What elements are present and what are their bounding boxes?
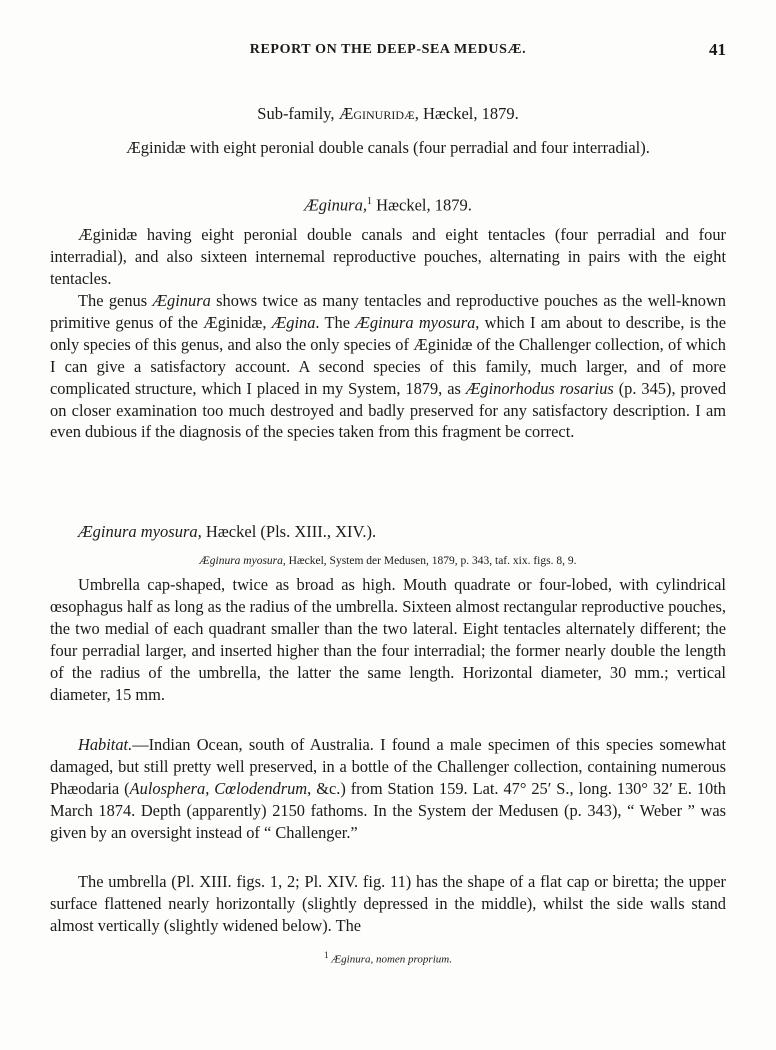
subfamily-name: Æginuridæ (338, 104, 415, 123)
genus-heading: Æginura,$^1$ Hæckel, 1879. (304, 195, 472, 215)
genus-diagnosis: Æginidæ having eight peronial double canals and eight tentacles (four perradial and four interradial), and also sixteen internemal reproductive pouches, alternating in pairs with the eight tentacles. (50, 225, 726, 288)
running-title: REPORT ON THE DEEP-SEA MEDUSÆ. (249, 42, 527, 57)
footnote: $^1$ Æginura, nomen proprium. (324, 950, 452, 966)
subfamily-definition: Æginidæ with eight peronial double canals (four perradial and four interradial). (126, 138, 650, 157)
running-head (50, 42, 726, 66)
species-heading: Æginura myosura, Hæckel (Pls. XIII., XIV.). (78, 522, 377, 541)
habitat-paragraph: Habitat.—Indian Ocean, south of Australia. I found a male specimen of this species somewhat damaged, but still pretty well preserved, in a bottle of the Challenger collection, containing numerous Phæodaria (Aulosphera, Cœlodendrum, &c.) from Station 159. Lat. 47° 25′ S., long. 130° 32′ E. 10th March 1874. Depth (apparently) 2150 fathoms. In the System der Medusen (p. 343), “ Weber ” was given by an oversight instead of “ Challenger.” (50, 735, 726, 842)
genus-remarks: The genus Æginura shows twice as many tentacles and reproductive pouches as the well-known primitive genus of the Æginidæ, Ægina. The Æginura myosura, which I am about to describe, is the only species of this genus, and also the only species of Æginidæ of the Challenger collection, of which I can give a satisfactory account. A second species of this family, much larger, and of more complicated structure, which I placed in my System, 1879, as Æginorhodus rosarius (p. 345), proved on closer examination too much destroyed and badly preserved for any satisfactory description. I am even dubious if the diagnosis of the species taken from this fragment be correct. (50, 291, 727, 442)
footnote-marker: 1 (366, 196, 372, 207)
species-reference: Æginura myosura, Hæckel, System der Medusen, 1879, p. 343, taf. xix. figs. 8, 9. (199, 555, 577, 567)
species-name: Æginura myosura (78, 522, 198, 541)
page-number: 41 (709, 40, 726, 59)
genus-name: Æginura, (304, 195, 367, 215)
habitat-label: Habitat. (78, 735, 133, 754)
species-description: Umbrella cap-shaped, twice as broad as high. Mouth quadrate or four-lobed, with cylindrical œsophagus half as long as the radius of the umbrella. Sixteen almost rectangular reproductive pouches, the two medial of each quadrant smaller than the two lateral. Eight tentacles alternately different; the four perradial larger, and inserted higher than the four interradial; the former nearly double the length of the radius of the umbrella, the latter the same length. Horizontal diameter, 30 mm.; vertical diameter, 15 mm. (50, 575, 726, 704)
subfamily-heading: Sub-family, Æginuridæ, Hæckel, 1879. (257, 104, 519, 123)
umbrella-paragraph: The umbrella (Pl. XIII. figs. 1, 2; Pl. XIV. fig. 11) has the shape of a flat cap or biretta; the upper surface flattened nearly horizontally (slightly depressed in the middle), whilst the side walls stand almost vertically (slightly widened below). The (50, 872, 726, 935)
